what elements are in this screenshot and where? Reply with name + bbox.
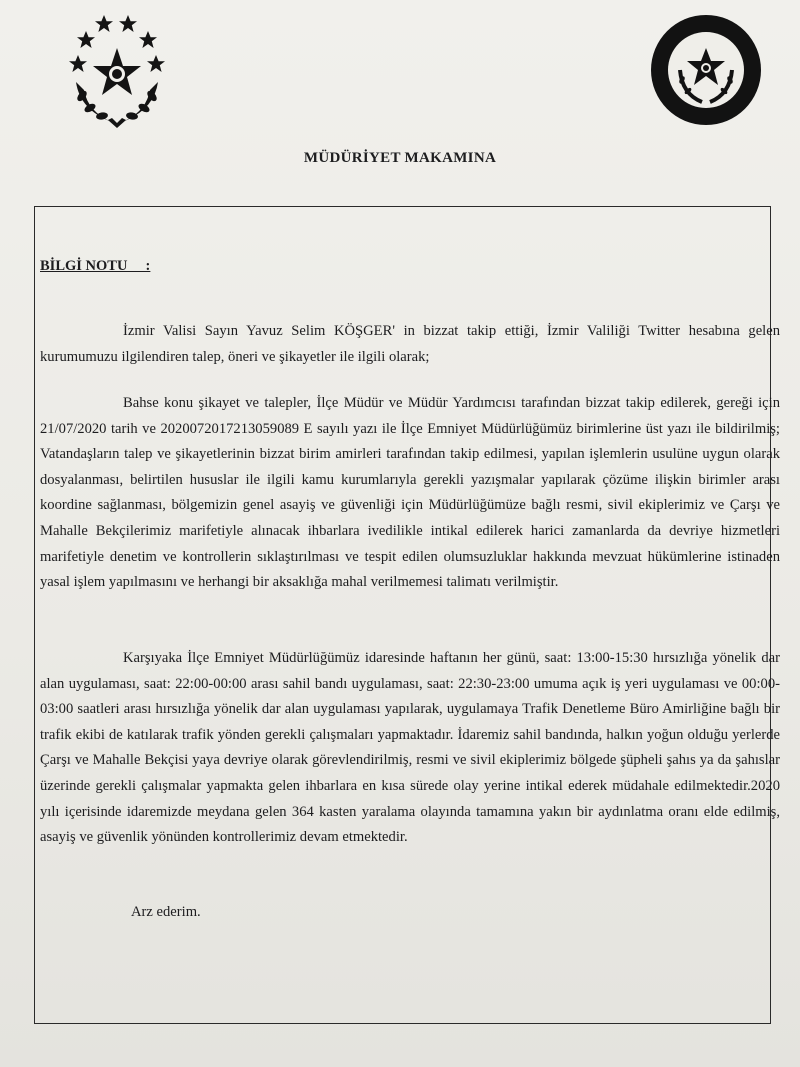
closing-line: Arz ederim. bbox=[131, 904, 201, 920]
paragraph-intro: İzmir Valisi Sayın Yavuz Selim KÖŞGER' in bizzat takip ettiği, İzmir Valiliği Twitter hesabına gelen kurumumuzu ilgilendiren talep, öneri ve şikayetler ile ilgili olarak; bbox=[40, 323, 780, 365]
paragraph-instructions: Bahse konu şikayet ve talepler, İlçe Müdür ve Müdür Yardımcısı tarafından bizzat takip edilerek, gereği için 21/07/2020 tarih ve 2020072017213059089 E sayılı yazı ile İlçe Emniyet Müdürlüğümüz birimlerine üst yazı ile bildirilmiş; Vatandaşların talep ve şikayetlerinin bizzat birim amirleri tarafından takip edilmesi, yapılan işlemlerin usulüne uygun olarak dosyalanması, belirtilen hususlar ile ilgili kamu kurumlarıyla gerekli yazışmalar yapılarak çözüme ilişkin birimler arası koordine sağlanması, bölgemizin genel asayiş ve güvenliği için Müdürlüğümüze bağlı resmi, sivil ekiplerimiz ve Çarşı ve Mahalle Bekçilerimiz marifetiyle alınacak ihbarlara ivedilikle intikal edilerek harici zamanlarda da devriye hizmetleri marifetiyle denetim ve kontrollerin sıklaştırılması ve tespit edilen olumsuzluklar hakkında mevzuat hükümlerine istinaden yasal işlem yapılmasını ve herhangi bir aksaklığa mahal verilmemesi talimatı verilmiştir. bbox=[40, 395, 780, 591]
paragraph-operations: Karşıyaka İlçe Emniyet Müdürlüğümüz idaresinde haftanın her günü, saat: 13:00-15:30 hırsızlığa yönelik dar alan uygulaması, saat: 22:00-00:00 arası sahil bandı uygulaması, saat: 22:30-23:00 umuma açık iş yeri uygulaması ve 00:00-03:00 saatleri arası hırsızlığa yönelik dar alan uygulaması yapılarak, uygulamaya Trafik Denetleme Büro Amirliğine bağlı bir trafik ekibi de katılarak trafik yönden gerekli çalışmaları yapmaktadır. İdaremiz sahil bandında, halkın yoğun olduğu yerlerde Çarşı ve Mahalle Bekçisi yaya devriye olarak görevlendirilmiş, resmi ve sivil ekiplerimiz bölgede şüpheli şahıs ya da şahıslar üzerinde gerekli çalışmalar yapmakta gelen ihbarlara en kısa sürede olay yerine intikal ederek müdahale edilmektedir.2020 yılı içerisinde idaremizde meydana gelen 364 kasten yaralama olayında tamamına yakın bir aydınlatma oranı elde edilmiş, asayiş ve güvenlik yönünden kontrollerimiz devam etmektedir. bbox=[40, 650, 780, 846]
office-title: MÜDÜRİYET MAKAMINA bbox=[303, 150, 497, 166]
police-star-emblem-icon bbox=[62, 12, 172, 130]
round-seal-emblem-icon bbox=[650, 14, 762, 126]
document-heading: BİLGİ NOTU : bbox=[40, 258, 151, 274]
